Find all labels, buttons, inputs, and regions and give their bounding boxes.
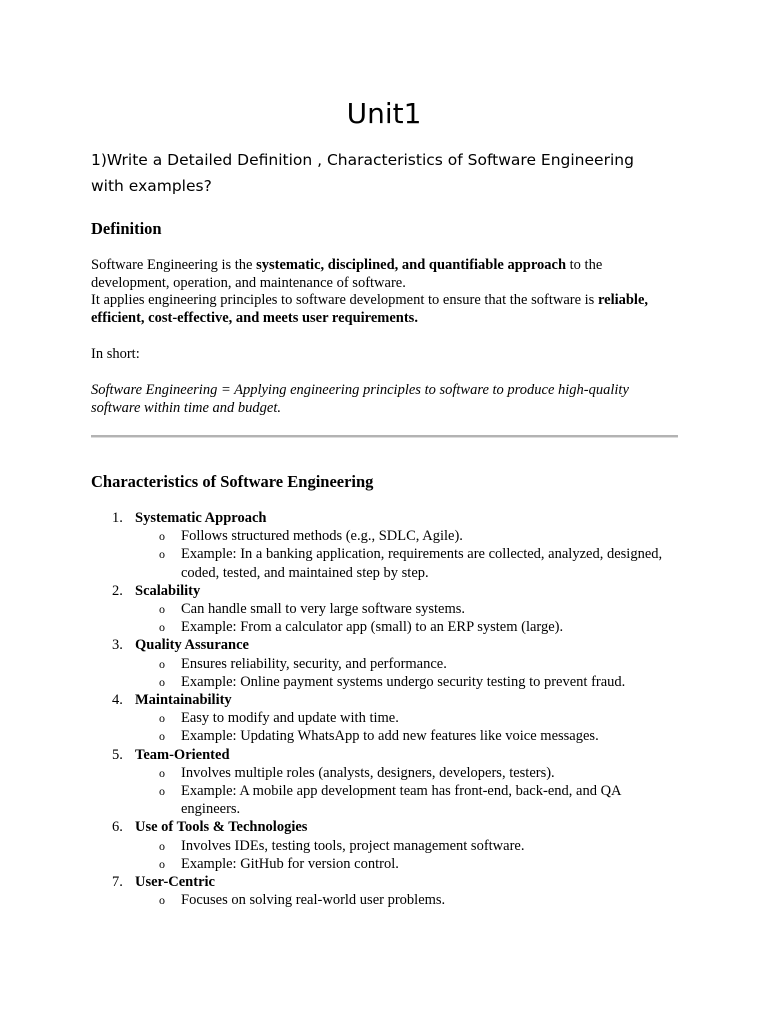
list-item (91, 636, 681, 654)
sub-list-item-text: Example: Online payment systems undergo security testing to prevent fraud. (181, 673, 626, 690)
horizontal-divider (91, 435, 678, 438)
list-item-number: 3. (112, 637, 123, 654)
bullet-icon: o (159, 547, 165, 562)
sub-list-item-text: Involves IDEs, testing tools, project management software. (181, 837, 525, 854)
list-item-title: Use of Tools & Technologies (135, 819, 308, 836)
bullet-icon: o (159, 893, 165, 908)
definition-p1-a: Software Engineering is the (91, 257, 257, 273)
question-text: 1)Write a Detailed Definition , Characteristics of Software Engineering with examples? (91, 151, 634, 195)
list-item (91, 691, 681, 709)
in-short-label: In short: (91, 346, 140, 362)
list-item (91, 509, 681, 527)
sub-list-item-text: Example: Updating WhatsApp to add new features like voice messages. (181, 728, 599, 745)
sub-list-item (91, 727, 681, 745)
list-item-title: Maintainability (135, 692, 232, 709)
list-item-number: 2. (112, 582, 123, 599)
sub-list-item-text: Involves multiple roles (analysts, designers, developers, testers). (181, 764, 555, 781)
list-item-number: 6. (112, 819, 123, 836)
bullet-icon: o (159, 602, 165, 617)
definition-heading: Definition (91, 219, 162, 238)
definition-p2-a: It applies engineering principles to software development to ensure that the software is (91, 292, 598, 308)
bullet-icon: o (159, 729, 165, 744)
definition-paragraph-1 (91, 257, 681, 292)
list-item (91, 818, 681, 836)
sub-list-item (91, 764, 681, 782)
page-title: Unit1 (346, 97, 422, 130)
sub-list-item (91, 600, 681, 618)
list-item-title: Quality Assurance (135, 637, 249, 654)
list-item-number: 5. (112, 746, 123, 763)
sub-list-item (91, 782, 681, 818)
bullet-icon: o (159, 711, 165, 726)
sub-list-item (91, 618, 681, 636)
sub-list-item-text: Example: In a banking application, requirements are collected, analyzed, designed, coded, tested, and maintained step by step. (181, 546, 663, 581)
list-item-number: 1. (112, 510, 123, 526)
list-item-number: 4. (112, 692, 123, 709)
definition-p1-c: to the development, operation, and maintenance of software. (91, 257, 603, 291)
bullet-icon: o (159, 838, 165, 853)
sub-list-item (91, 527, 681, 545)
list-item (91, 746, 681, 764)
definition-p1-bold: systematic, disciplined, and quantifiable approach (256, 257, 567, 273)
definition-paragraph-2 (91, 292, 681, 327)
bullet-icon: o (159, 856, 165, 871)
list-item (91, 582, 681, 600)
sub-list-item-text: Example: GitHub for version control. (181, 855, 399, 872)
summary-text: Software Engineering = Applying engineering principles to software to produce high-quality software within time and budget. (91, 382, 629, 416)
bullet-icon: o (159, 765, 165, 780)
list-item-number: 7. (112, 874, 123, 891)
sub-list-item (91, 891, 681, 909)
bullet-icon: o (159, 656, 165, 671)
sub-list-item-text: Ensures reliability, security, and performance. (181, 655, 447, 672)
bullet-icon: o (159, 674, 165, 689)
sub-list-item (91, 855, 681, 873)
sub-list-item-text: Example: A mobile app development team has front-end, back-end, and QA engineers. (181, 783, 621, 818)
list-item-title: Scalability (135, 582, 201, 599)
definition-summary (91, 382, 681, 417)
characteristics-heading: Characteristics of Software Engineering (91, 472, 374, 491)
list-item (91, 873, 681, 891)
sub-list-item-text: Follows structured methods (e.g., SDLC, Agile). (181, 528, 463, 545)
sub-list-item-text: Easy to modify and update with time. (181, 710, 399, 727)
sub-list-item-text: Focuses on solving real-world user problems. (181, 892, 446, 909)
sub-list-item (91, 655, 681, 673)
bullet-icon: o (159, 529, 165, 544)
sub-list-item-text: Can handle small to very large software systems. (181, 601, 466, 618)
bullet-icon: o (159, 620, 165, 635)
sub-list-item (91, 709, 681, 727)
bullet-icon: o (159, 784, 165, 799)
list-item-title: User-Centric (135, 874, 215, 891)
sub-list-item (91, 837, 681, 855)
characteristics-list (91, 509, 681, 909)
sub-list-item (91, 673, 681, 691)
sub-list-item-text: Example: From a calculator app (small) to an ERP system (large). (181, 619, 564, 636)
sub-list-item (91, 545, 681, 581)
definition-p2-bold: reliable, efficient, cost-effective, and meets user requirements. (91, 292, 649, 326)
list-item-title: Team-Oriented (135, 746, 230, 763)
list-item-title: Systematic Approach (135, 510, 267, 526)
